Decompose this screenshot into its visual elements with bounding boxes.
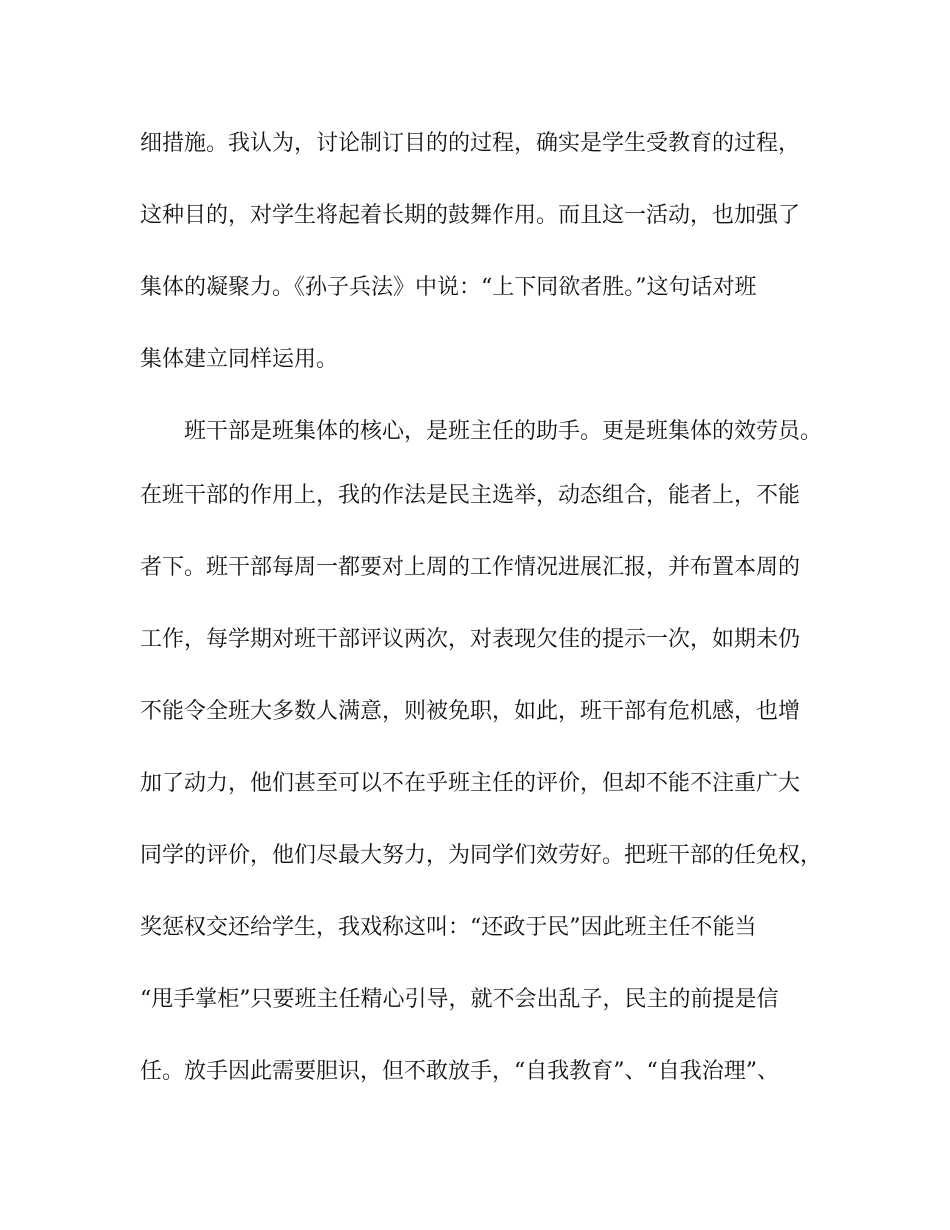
text-line-2: 这种目的，对学生将起着长期的鼓舞作用。而且这一活动，也加强了 [140, 203, 801, 228]
text-line-1: 细措施。我认为，讨论制订目的的过程，确实是学生受教育的过程， [140, 131, 801, 156]
text-line-11: 同学的评价，他们尽最大努力，为同学们效劳好。把班干部的任免权， [140, 843, 823, 868]
text-line-6: 在班干部的作用上，我的作法是民主选举，动态组合，能者上，不能 [140, 483, 801, 508]
text-line-12: 奖惩权交还给学生，我戏称这叫：“还政于民”因此班主任不能当 [140, 915, 757, 940]
text-line-7: 者下。班干部每周一都要对上周的工作情况进展汇报，并布置本周的 [140, 555, 801, 580]
text-line-3: 集体的凝聚力。《孙子兵法》中说：“上下同欲者胜。”这句话对班 [140, 275, 757, 300]
text-line-14: 任。放手因此需要胆识，但不敢放手，“自我教育”、“自我治理”、 [140, 1059, 779, 1084]
paragraph-start-line: 班干部是班集体的核心，是班主任的助手。更是班集体的效劳员。 [184, 419, 823, 444]
text-line-13: “甩手掌柜”只要班主任精心引导，就不会出乱子，民主的前提是信 [140, 987, 779, 1012]
text-line-8: 工作，每学期对班干部评议两次，对表现欠佳的提示一次，如期未仍 [140, 627, 801, 652]
text-line-4: 集体建立同样运用。 [140, 347, 339, 372]
text-line-9: 不能令全班大多数人满意，则被免职，如此，班干部有危机感，也增 [140, 699, 801, 724]
text-line-10: 加了动力，他们甚至可以不在乎班主任的评价，但却不能不注重广大 [140, 771, 801, 796]
